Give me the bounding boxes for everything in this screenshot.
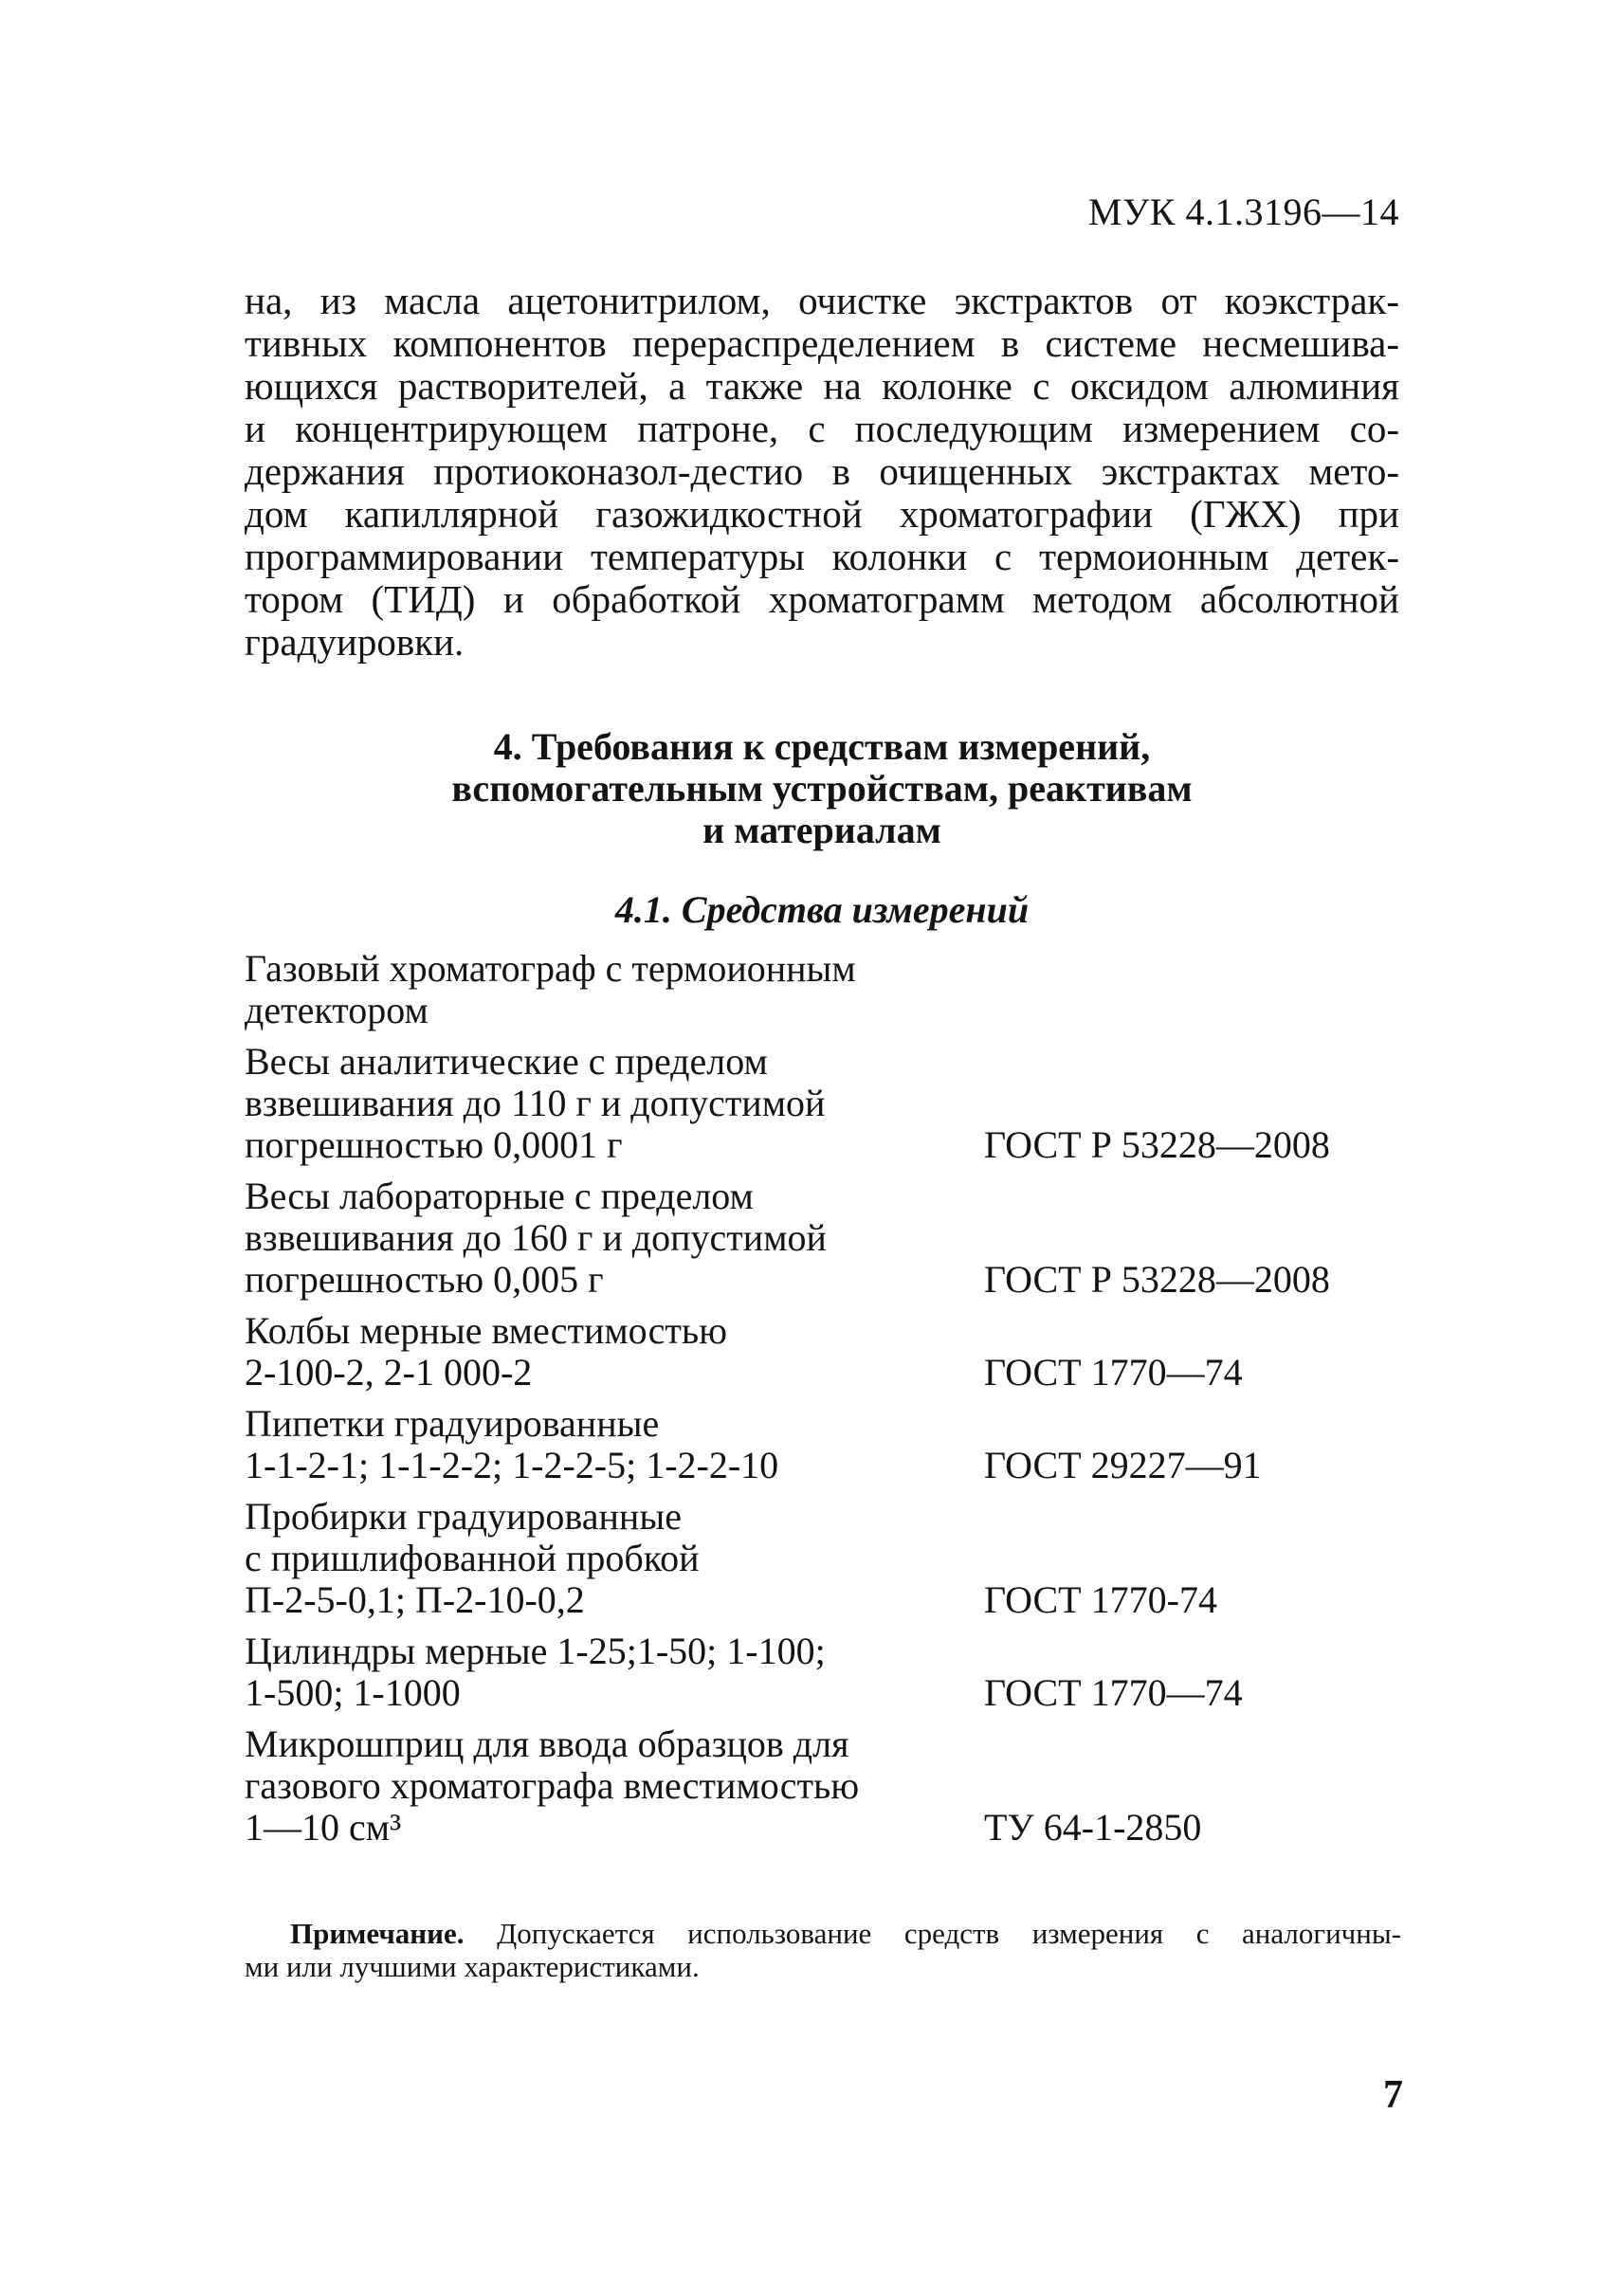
instrument-name [245, 1496, 927, 1621]
note-text: Допускается использование средств измерения с аналогичны- [464, 1917, 1401, 1950]
instrument-name-line: 1-500; 1-1000 [245, 1671, 461, 1714]
instrument-name-line: Цилиндры мерные 1-25;1-50; 1-100; [245, 1630, 826, 1672]
instrument-standard: ГОСТ 1770—74 [984, 1351, 1243, 1394]
instrument-name-line: Весы лабораторные с пределом [245, 1175, 754, 1217]
document-code: МУК 4.1.3196—14 [1087, 191, 1399, 233]
intro-line: дом капиллярной газожидкостной хроматографии (ГЖХ) при [245, 492, 1399, 536]
instrument-name [245, 1631, 927, 1714]
instrument-name-line: Микрошприц для ввода образцов для [245, 1722, 849, 1765]
instrument-row [245, 1496, 1399, 1621]
instrument-row [245, 948, 1399, 1031]
instruments-list [245, 948, 1399, 1858]
note [245, 1917, 1401, 1983]
instrument-name [245, 1723, 927, 1849]
instrument-standard: ГОСТ 1770-74 [984, 1578, 1217, 1621]
instrument-name-line: Газовый хроматограф с термоионным [245, 947, 856, 990]
section-heading-line: вспомогательным устройствам, реактивам [451, 767, 1193, 810]
section-heading-line: и материалам [702, 809, 941, 851]
intro-line: ющихся растворителей, а также на колонке с оксидом алюминия [245, 364, 1399, 408]
intro-line: на, из масла ацетонитрилом, очистке экстрактов от коэкстрак- [245, 279, 1399, 322]
instrument-standard: ГОСТ 1770—74 [984, 1671, 1243, 1714]
note-label: Примечание. [290, 1917, 465, 1950]
instrument-name-line: взвешивания до 160 г и допустимой [245, 1216, 827, 1259]
intro-paragraph [245, 280, 1399, 664]
intro-line: тором (ТИД) и обработкой хроматограмм методом абсолютной [245, 577, 1399, 621]
instrument-name-line: с пришлифованной пробкой [245, 1537, 700, 1579]
instrument-name [245, 1175, 927, 1301]
instrument-standard: ГОСТ 29227—91 [984, 1444, 1262, 1486]
instrument-name-line: Пипетки градуированные [245, 1402, 660, 1445]
instrument-name-line: погрешностью 0,005 г [245, 1258, 604, 1301]
instrument-standard: ТУ 64-1-2850 [984, 1806, 1202, 1849]
instrument-name-line: Колбы мерные вместимостью [245, 1309, 728, 1352]
instrument-name-line: взвешивания до 110 г и допустимой [245, 1082, 826, 1124]
instrument-name-line: П-2-5-0,1; П-2-10-0,2 [245, 1578, 585, 1621]
instrument-name-line: детектором [245, 989, 429, 1031]
intro-line: программировании температуры колонки с термоионным детек- [245, 535, 1399, 578]
instrument-name [245, 1403, 927, 1486]
instrument-name-line: 1-1-2-1; 1-1-2-2; 1-2-2-5; 1-2-2-10 [245, 1444, 779, 1486]
instrument-name-line: газового хроматографа вместимостью [245, 1764, 860, 1807]
intro-line: держания протиоконазол-дестио в очищенных экстрактах мето- [245, 449, 1399, 493]
instrument-name-line: погрешностью 0,0001 г [245, 1123, 623, 1166]
instrument-standard: ГОСТ Р 53228—2008 [984, 1123, 1330, 1166]
section-heading [245, 726, 1399, 851]
instrument-row [245, 1041, 1399, 1166]
instrument-name [245, 1041, 927, 1166]
instrument-name-line: 1—10 см³ [245, 1806, 402, 1849]
intro-line: тивных компонентов перераспределением в системе несмешива- [245, 321, 1399, 365]
instrument-name [245, 1310, 927, 1394]
section-heading-line: 4. Требования к средствам измерений, [493, 725, 1151, 768]
subsection-heading: 4.1. Средства измерений [614, 888, 1030, 931]
instrument-row [245, 1631, 1399, 1714]
instrument-name [245, 948, 927, 1031]
instrument-name-line: Пробирки градуированные [245, 1495, 682, 1538]
note-line [245, 1917, 1401, 1950]
instrument-name-line: Весы аналитические с пределом [245, 1040, 768, 1083]
instrument-standard: ГОСТ Р 53228—2008 [984, 1258, 1330, 1301]
instrument-row [245, 1175, 1399, 1301]
instrument-row [245, 1310, 1399, 1394]
intro-line: градуировки. [245, 620, 465, 664]
instrument-row [245, 1403, 1399, 1486]
page-number: 7 [1383, 2073, 1403, 2117]
instrument-name-line: 2-100-2, 2-1 000-2 [245, 1351, 533, 1394]
instrument-row [245, 1723, 1399, 1849]
intro-line: и концентрирующем патроне, с последующим измерением со- [245, 407, 1399, 450]
note-line: ми или лучшими характеристиками. [245, 1950, 700, 1983]
